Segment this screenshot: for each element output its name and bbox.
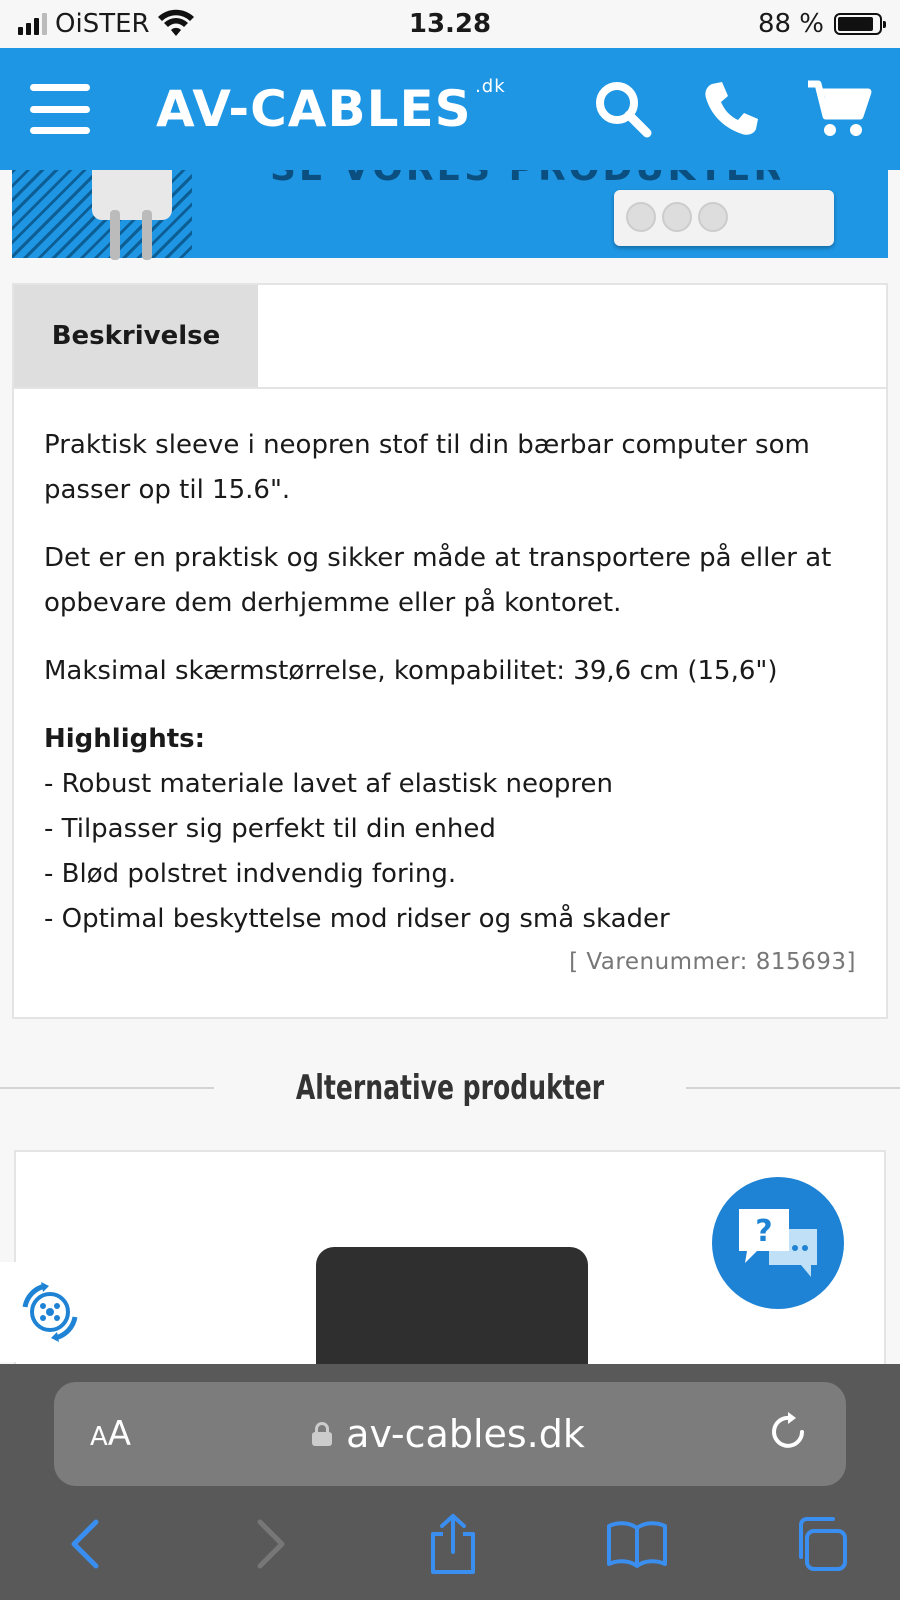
battery-percent: 88 % xyxy=(757,9,824,39)
site-header xyxy=(0,48,900,170)
lock-icon xyxy=(312,1422,332,1446)
description-paragraph: Det er en praktisk og sikker måde at transportere på eller at opbevare dem derhjemme eller på kontoret. xyxy=(44,543,832,618)
text-size-label-small: A xyxy=(90,1422,108,1452)
plug-prong xyxy=(142,210,152,260)
site-logo[interactable] xyxy=(156,76,506,138)
header-actions xyxy=(592,78,870,140)
highlight-item: - Optimal beskyttelse mod ridser og små skader xyxy=(44,904,670,934)
browser-toolbar xyxy=(0,1364,900,1600)
logo-suffix: .dk xyxy=(475,76,506,97)
status-right xyxy=(758,9,882,39)
highlight-item: - Blød polstret indvendig foring. xyxy=(44,859,457,889)
status-bar xyxy=(0,0,900,48)
text-size-button[interactable] xyxy=(90,1414,131,1454)
tab-row xyxy=(14,285,886,389)
carrier-name: OiSTER xyxy=(55,9,150,39)
status-left xyxy=(18,9,194,39)
highlights-list xyxy=(44,762,856,942)
phone-icon[interactable] xyxy=(700,78,762,140)
browser-nav xyxy=(0,1504,900,1584)
share-icon[interactable] xyxy=(417,1508,489,1580)
address-bar[interactable] xyxy=(54,1382,846,1486)
power-strip-image xyxy=(614,190,834,246)
menu-icon[interactable] xyxy=(30,84,90,134)
chat-help-icon[interactable] xyxy=(712,1177,844,1309)
sku-number: [ Varenummer: 815693] xyxy=(569,949,856,975)
tabs-icon[interactable] xyxy=(784,1508,856,1580)
description-card xyxy=(12,283,888,1019)
accessibility-icon[interactable] xyxy=(0,1262,100,1362)
bookmarks-icon[interactable] xyxy=(601,1508,673,1580)
svg-text:?: ? xyxy=(755,1214,773,1249)
alternative-products-heading xyxy=(0,1062,900,1114)
forward-icon[interactable] xyxy=(234,1508,306,1580)
status-time: 13.28 xyxy=(408,9,492,39)
section-title: Alternative produkter xyxy=(295,1068,605,1108)
url-display[interactable] xyxy=(131,1412,766,1456)
battery-icon xyxy=(834,13,882,35)
description-paragraph: Maksimal skærmstørrelse, kompabilitet: 39,6 cm (15,6") xyxy=(44,656,778,686)
plug-prong xyxy=(110,210,120,260)
url-text: av-cables.dk xyxy=(346,1412,585,1456)
highlights-title: Highlights: xyxy=(44,724,206,754)
highlight-item: - Tilpasser sig perfekt til din enhed xyxy=(44,814,496,844)
back-icon[interactable] xyxy=(50,1508,122,1580)
description-body xyxy=(14,389,886,985)
signal-icon xyxy=(18,13,47,35)
description-paragraph: Praktisk sleeve i neopren stof til din bærbar computer som passer op til 15.6". xyxy=(44,430,810,505)
wifi-icon xyxy=(158,10,194,38)
promo-banner[interactable] xyxy=(12,170,888,258)
tab-description[interactable]: Beskrivelse xyxy=(14,285,258,387)
divider xyxy=(0,1087,214,1089)
logo-text: AV-CABLES xyxy=(156,80,472,138)
highlight-item: - Robust materiale lavet af elastisk neopren xyxy=(44,769,614,799)
reload-icon[interactable] xyxy=(766,1410,810,1458)
cart-icon[interactable] xyxy=(808,78,870,140)
text-size-label-large: A xyxy=(107,1414,132,1454)
search-icon[interactable] xyxy=(592,78,654,140)
divider xyxy=(686,1087,900,1089)
